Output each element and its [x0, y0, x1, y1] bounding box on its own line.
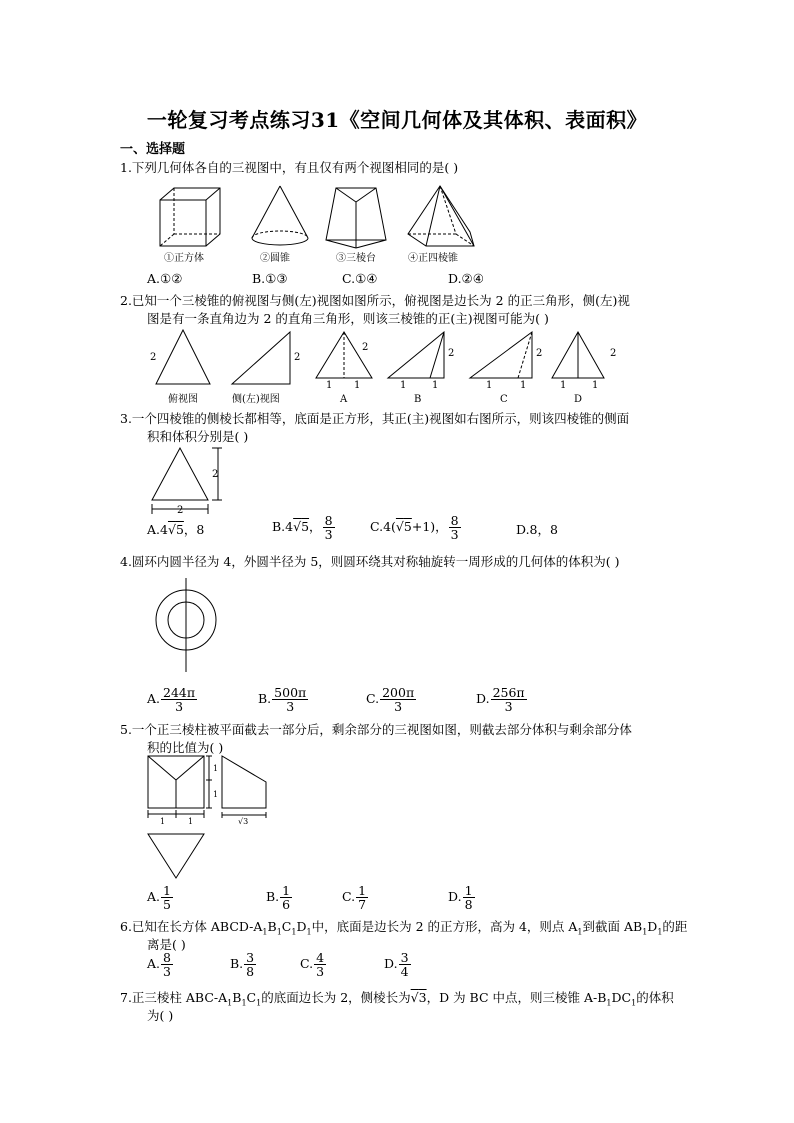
q2-dim-j: 1 [432, 380, 439, 391]
q1-fig-label-4: ④正四棱锥 [408, 253, 458, 262]
q2-label-a: A [340, 394, 348, 405]
q6-option-d: D. $\frac{3}{4}$ [384, 950, 409, 979]
q5-dim-2: 1 [188, 817, 194, 826]
q5-option-b: B. $\frac{1}{6}$ [266, 883, 291, 912]
q5-text-line1: 5.一个正三棱柱被平面截去一部分后，剩余部分的三视图如图，则截去部分体积与剩余部分体 [120, 722, 632, 737]
q3-dim-height: 2 [212, 469, 219, 480]
q2-label-b: B [414, 394, 422, 405]
q2-figure [140, 326, 620, 406]
q4-figure [148, 578, 228, 678]
q1-option-d: D.②④ [448, 271, 484, 286]
q5-option-c: C. $\frac{1}{7}$ [342, 883, 367, 912]
q5-figure [140, 752, 280, 888]
q3-text-line1: 3.一个四棱锥的侧棱长都相等，底面是正方形，其正(主)视图如右图所示，则该四棱锥的侧面 [120, 411, 630, 426]
q6-text-line2: 离是( ) [147, 937, 186, 952]
q1-fig-label-3: ③三棱台 [336, 253, 376, 262]
q2-dim-c: 2 [362, 342, 369, 353]
q3-text-line2: 积和体积分别是( ) [147, 429, 249, 444]
q2-text-line1: 2.已知一个三棱锥的俯视图与侧(左)视图如图所示，俯视图是边长为 2 的正三角形，侧(左)视 [120, 293, 630, 308]
q2-dim-l: 1 [520, 380, 527, 391]
q2-label-top: 俯视图 [168, 394, 198, 405]
q1-fig-label-1: ①正方体 [164, 253, 204, 262]
q3-option-b: B.4√5， $\frac{8}{3}$ [272, 513, 333, 542]
q5-dim-1: 1 [160, 817, 166, 826]
page-title: 一轮复习考点练习31《空间几何体及其体积、表面积》 [146, 108, 648, 132]
q5-dim-3: 1 [213, 764, 219, 773]
q6-option-b: B. $\frac{3}{8}$ [230, 950, 255, 979]
q5-dim-5: √3 [238, 817, 249, 826]
q4-option-b: B. $\frac{500\pi}{3}$ [258, 685, 307, 714]
q5-option-a: A. $\frac{1}{5}$ [147, 883, 171, 912]
q7-text-line2: 为( ) [147, 1008, 174, 1023]
q1-fig-label-2: ②圆锥 [260, 253, 290, 262]
q2-label-c: C [500, 394, 508, 405]
q4-text: 4.圆环内圆半径为 4，外圆半径为 5，则圆环绕其对称轴旋转一周形成的几何体的体积为( ) [120, 554, 620, 569]
q1-option-c: C.①④ [342, 271, 378, 286]
q5-dim-4: 1 [213, 790, 219, 799]
q3-option-a: A.4√5，8 [147, 522, 205, 537]
q6-option-c: C. $\frac{4}{3}$ [300, 950, 325, 979]
q2-dim-n: 1 [592, 380, 599, 391]
q3-figure [140, 442, 250, 522]
q2-dim-a: 2 [150, 352, 157, 363]
q1-option-a: A.①② [147, 271, 183, 286]
q1-option-b: B.①③ [252, 271, 288, 286]
q2-dim-b: 2 [294, 352, 301, 363]
q5-text-line2: 积的比值为( ) [147, 740, 224, 755]
q7-text-line1: 7.正三棱柱 ABC-$A_1B_1C_1$的底面边长为 2，侧棱长为√3，D 为 BC 中点，则三棱锥 $A-B_1DC_1$的体积 [120, 990, 674, 1008]
q3-option-d: D.8，8 [516, 522, 558, 537]
q2-dim-g: 1 [326, 380, 333, 391]
q4-option-a: A. $\frac{244\pi}{3}$ [147, 685, 196, 714]
q3-option-c: C.4(√5+1)， $\frac{8}{3}$ [370, 513, 459, 542]
q2-dim-f: 2 [610, 348, 617, 359]
q2-dim-e: 2 [536, 348, 543, 359]
section-heading: 一、选择题 [120, 142, 186, 157]
q3-dim-width: 2 [177, 505, 184, 516]
q2-dim-m: 1 [560, 380, 567, 391]
q2-label-d: D [574, 394, 583, 405]
q1-figure [140, 182, 500, 262]
q4-option-d: D. $\frac{256\pi}{3}$ [476, 685, 525, 714]
q6-text-line1: 6.已知在长方体 ABCD-$A_1B_1C_1D_1$中，底面是边长为 2 的正方形，高为 4，则点 $A_1$到截面 $AB_1D_1$的距 [120, 919, 688, 937]
q2-dim-k: 1 [486, 380, 493, 391]
q1-text: 1.下列几何体各自的三视图中，有且仅有两个视图相同的是( ) [120, 160, 459, 175]
q2-dim-h: 1 [354, 380, 361, 391]
q2-label-side: 侧(左)视图 [232, 394, 280, 405]
q4-option-c: C. $\frac{200\pi}{3}$ [366, 685, 415, 714]
q2-dim-d: 2 [448, 348, 455, 359]
q2-text-line2: 图是有一条直角边为 2 的直角三角形，则该三棱锥的正(主)视图可能为( ) [147, 311, 549, 326]
q2-dim-i: 1 [400, 380, 407, 391]
q5-option-d: D. $\frac{1}{8}$ [448, 883, 473, 912]
q6-option-a: A. $\frac{8}{3}$ [147, 950, 171, 979]
